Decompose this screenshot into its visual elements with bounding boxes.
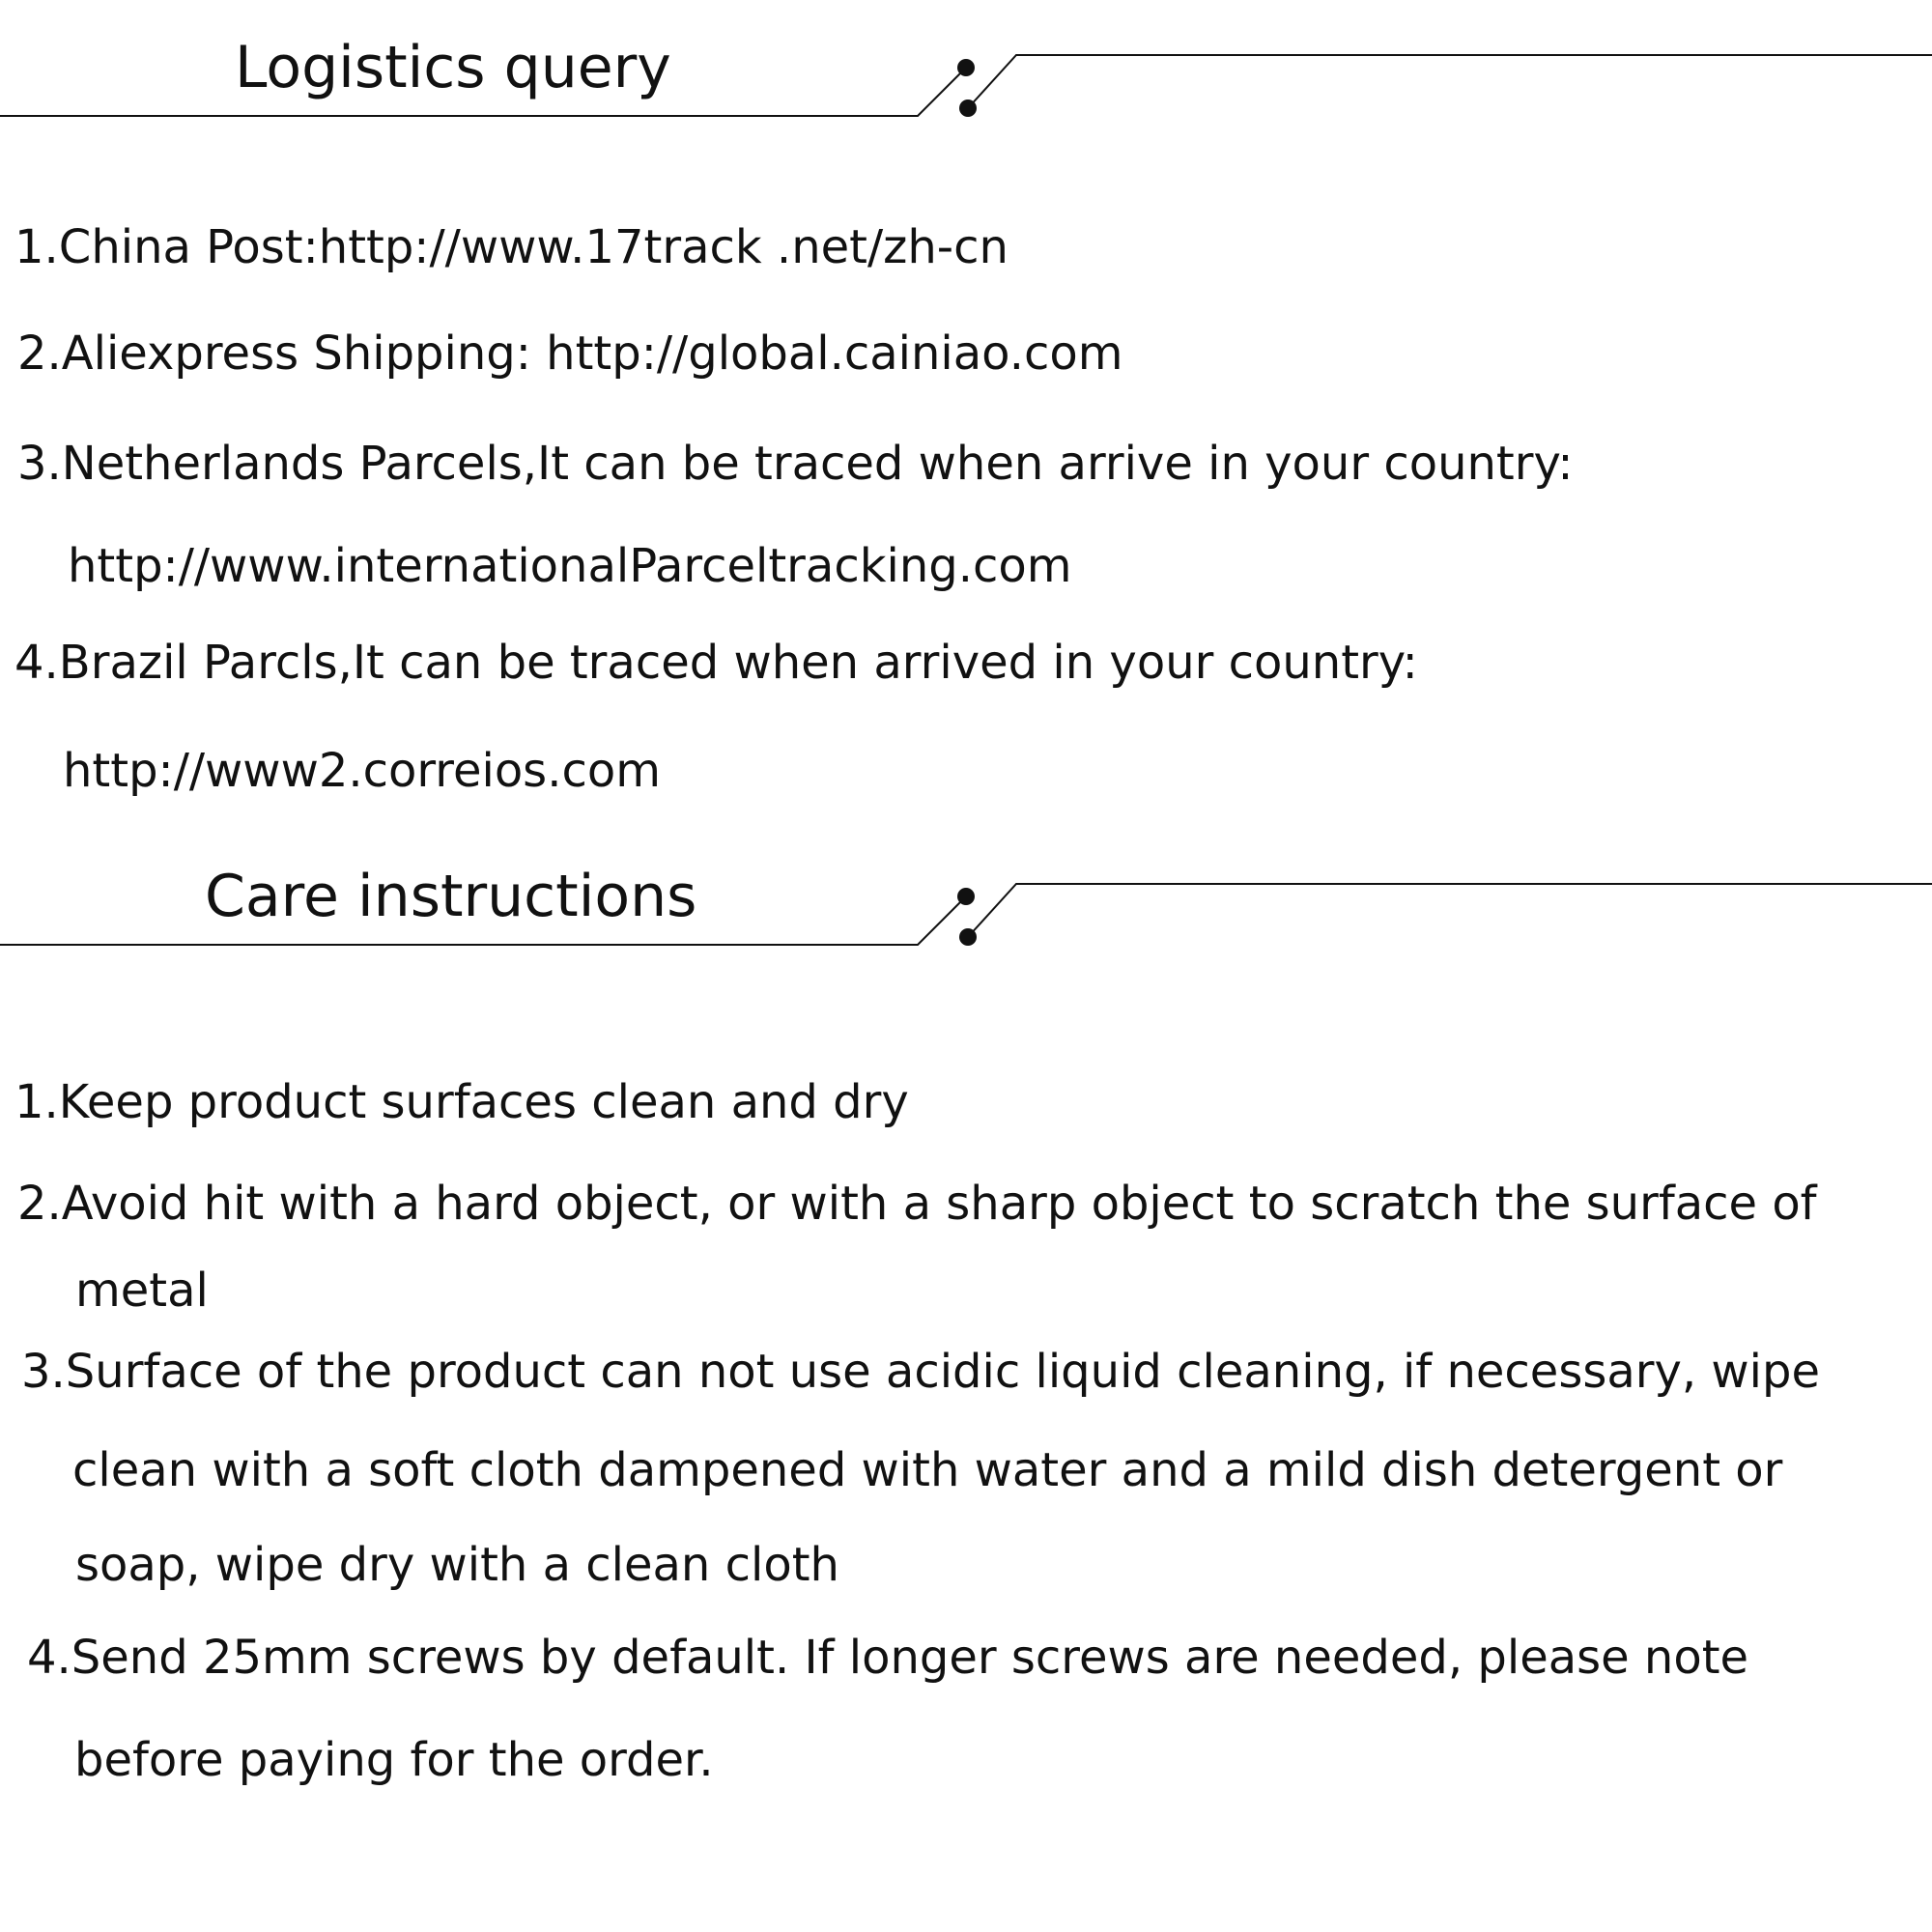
care-item-4-cont: before paying for the order.: [74, 1733, 714, 1787]
divider-dot-bottom: [959, 928, 977, 946]
logistics-item-4-url: http://www2.correios.com: [63, 744, 661, 798]
logistics-item-3-url: http://www.internationalParceltracking.com: [68, 539, 1072, 593]
divider-dot-bottom: [959, 99, 977, 117]
logistics-item-1: 1.China Post:http://www.17track .net/zh-cn: [14, 220, 1009, 274]
care-item-2-cont: metal: [75, 1264, 209, 1318]
care-item-2: 2.Avoid hit with a hard object, or with a sharp object to scratch the surface of: [17, 1177, 1817, 1231]
logistics-item-2: 2.Aliexpress Shipping: http://global.cainiao.com: [17, 327, 1123, 381]
care-section-title: Care instructions: [205, 863, 697, 930]
logistics-item-3: 3.Netherlands Parcels,It can be traced when arrive in your country:: [17, 437, 1574, 491]
care-item-1: 1.Keep product surfaces clean and dry: [14, 1075, 909, 1129]
care-item-3: 3.Surface of the product can not use acidic liquid cleaning, if necessary, wipe: [21, 1345, 1821, 1399]
divider-dot-top: [957, 888, 975, 905]
care-item-4: 4.Send 25mm screws by default. If longer screws are needed, please note: [27, 1631, 1749, 1685]
divider-dot-top: [957, 59, 975, 76]
care-item-3-cont-1: clean with a soft cloth dampened with water and a mild dish detergent or: [72, 1443, 1783, 1497]
logistics-item-4: 4.Brazil Parcls,It can be traced when arrived in your country:: [14, 636, 1418, 690]
care-item-3-cont-2: soap, wipe dry with a clean cloth: [75, 1538, 839, 1592]
logistics-section-title: Logistics query: [235, 34, 671, 101]
